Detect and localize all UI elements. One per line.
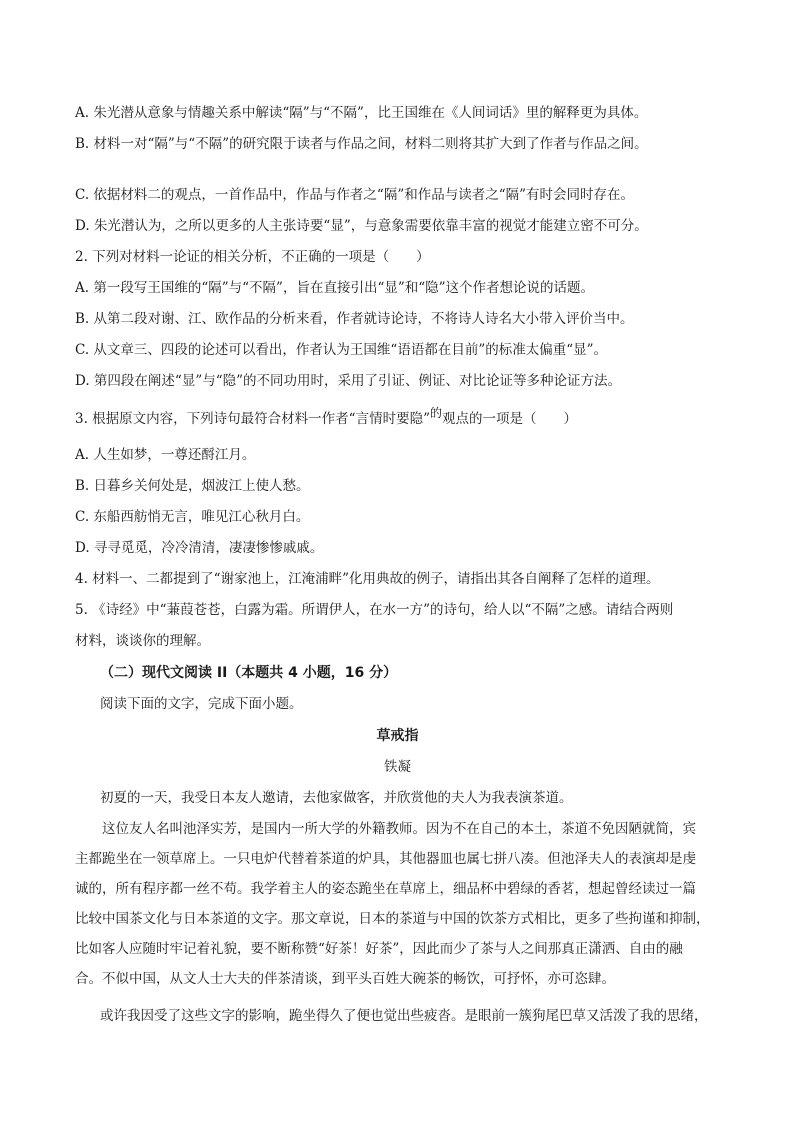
q1-option-d: D. 朱光潜认为，之所以更多的人主张诗要“显”，与意象需要依靠丰富的视觉才能建立密不可分。 — [75, 218, 648, 234]
q2-option-d: D. 第四段在阐述“显”与“隐”的不同功用时，采用了引证、例证、对比论证等多种论证方法。 — [75, 373, 622, 389]
paragraph-2-line: 诚的，所有程序都一丝不苟。我学着主人的姿态跪坐在草席上，细品杯中碧绿的香茗，想起曾经读过一篇 — [75, 881, 696, 897]
q3-option-c: C. 东船西舫悄无言，唯见江心秋月白。 — [75, 509, 310, 525]
q2-option-b: B. 从第二段对谢、江、欧作品的分析来看，作者就诗论诗，不将诗人诗名大小带入评价当中。 — [75, 311, 634, 327]
q3-stem-particle: 的 — [429, 406, 442, 420]
article-paragraph-1: 初夏的一天，我受日本友人邀请，去他家做客，并欣赏他的夫人为我表演茶道。 — [100, 790, 573, 806]
paragraph-2-line: 主都跪坐在一领草席上。一只电炉代替着茶道的炉具，其他器皿也属七拼八凑。但池泽夫人的表演却是虔 — [75, 851, 696, 867]
q3-option-b: B. 日暮乡关何处是，烟波江上使人愁。 — [75, 478, 310, 494]
paragraph-2-line: 合。不似中国，从文人士大夫的伴茶清谈，到平头百姓大碗茶的畅饮，可抒怀，亦可恣肆。 — [75, 971, 615, 987]
q3-option-d: D. 寻寻觅觅，冷冷清清，凄凄惨惨戚戚。 — [75, 540, 324, 556]
q3-stem-part1: 3. 根据原文内容，下列诗句最符合材料一作者“言情时要隐” — [75, 411, 430, 427]
q5-question-line2: 材料，谈谈你的理解。 — [75, 633, 210, 649]
paragraph-2-line: 比如客人应随时牢记着礼貌，要不断称赞“好茶！好茶”，因此而少了茶与人之间那真正潇洒、自由的融 — [75, 941, 683, 957]
paragraph-2-line: 这位友人名叫池泽实芳，是国内一所大学的外籍教师。因为不在自己的本土，茶道不免因陋就简，宾 — [102, 821, 696, 837]
q5-question-line1: 5. 《诗经》中“蒹葭苍苍，白露为霜。所谓伊人，在水一方”的诗句，给人以“不隔”之感。请结合两则 — [75, 602, 674, 618]
q2-stem: 2. 下列对材料一论证的相关分析，不正确的一项是（ ） — [75, 249, 430, 265]
q1-option-a: A. 朱光潜从意象与情趣关系中解读“隔”与“不隔”，比王国维在《人间词话》里的解释更为具体。 — [75, 105, 648, 121]
article-author: 铁凝 — [384, 759, 411, 775]
paragraph-2-line: 比较中国茶文化与日本茶道的文字。那文章说，日本的茶道与中国的饮茶方式相比，更多了些拘谨和抑制， — [75, 911, 710, 927]
q2-option-c: C. 从文章三、四段的论述可以看出，作者认为王国维“语语都在目前”的标准太偏重“显”。 — [75, 342, 608, 358]
q3-option-a: A. 人生如梦，一尊还酹江月。 — [75, 447, 256, 463]
q3-stem-part2: 观点的一项是（ ） — [442, 411, 577, 427]
article-paragraph-3: 或许我因受了这些文字的影响，跪坐得久了便也觉出些疲沓。是眼前一簇狗尾巴草又活泼了我的思绪， — [100, 1008, 708, 1024]
instruction-text: 阅读下面的文字，完成下面小题。 — [100, 696, 303, 712]
section-heading: （二）现代文阅读 II（本题共 4 小题，16 分） — [100, 665, 398, 681]
article-title: 草戒指 — [376, 728, 419, 744]
q2-option-a: A. 第一段写王国维的“隔”与“不隔”，旨在直接引出“显”和“隐”这个作者想论说的话题。 — [75, 280, 595, 296]
q1-option-c: C. 依据材料二的观点，一首作品中，作品与作者之“隔”和作品与读者之“隔”有时会同时存在。 — [75, 187, 635, 203]
q1-option-b: B. 材料一对“隔”与“不隔”的研究限于读者与作品之间，材料二则将其扩大到了作者与作品之间。 — [75, 136, 648, 152]
q3-stem — [75, 406, 720, 428]
article-paragraph-2 — [75, 820, 720, 1000]
q4-question: 4. 材料一、二都提到了“谢家池上，江淹浦畔”化用典故的例子，请指出其各自阐释了怎样的道理。 — [75, 571, 660, 587]
